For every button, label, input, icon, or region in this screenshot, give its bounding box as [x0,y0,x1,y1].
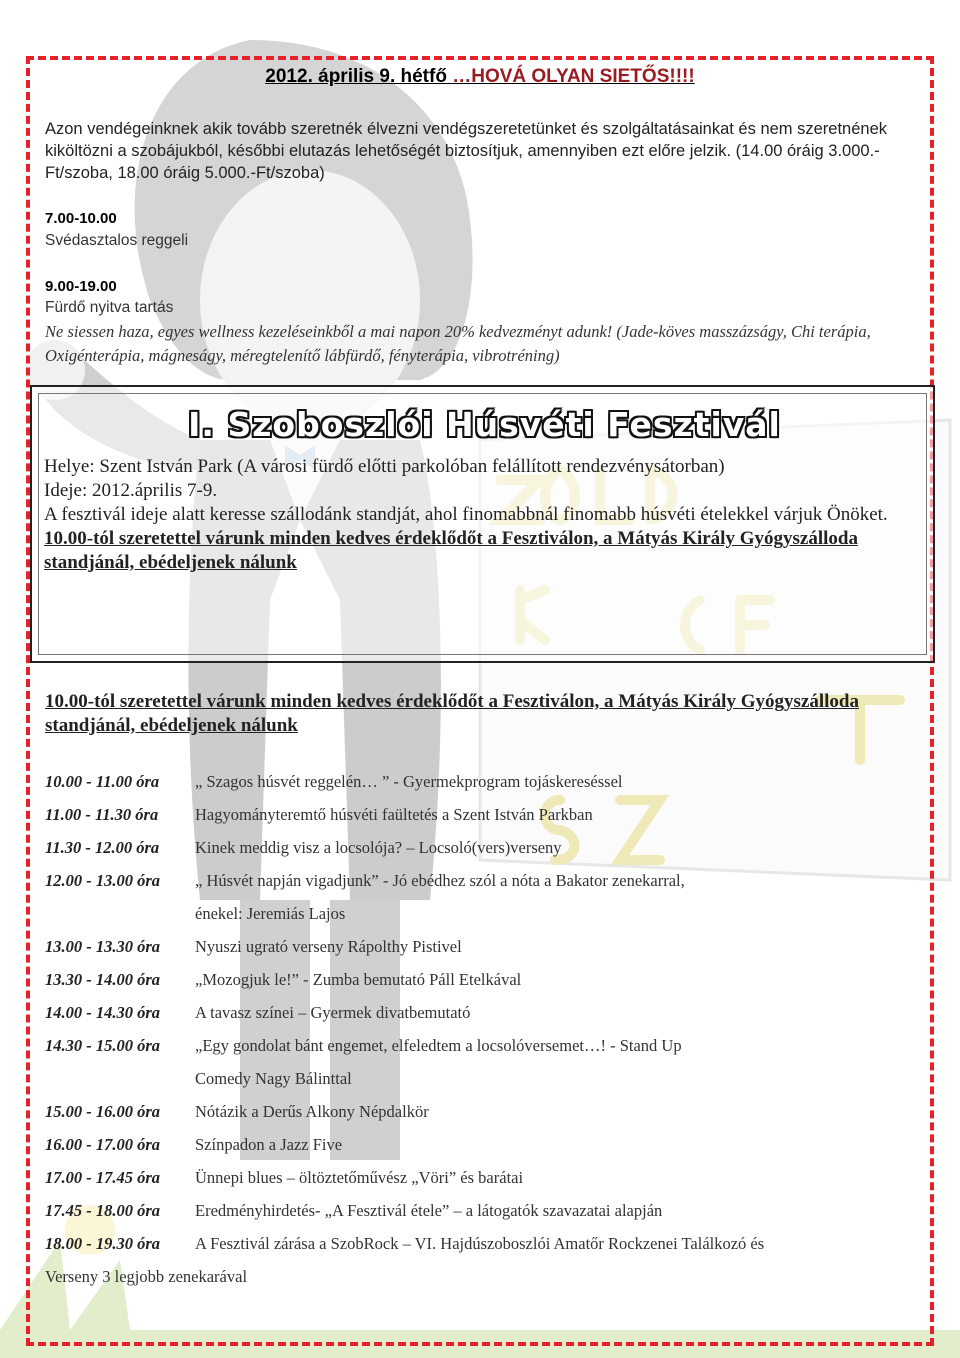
schedule-time: 16.00 - 17.00 óra [45,1135,161,1154]
schedule-event: Nótázik a Derűs Alkony Népdalkör [195,1102,429,1121]
schedule-event: „Mozogjuk le!” - Zumba bemutató Páll Etelkával [195,970,522,989]
schedule-row [45,1036,682,1056]
schedule-event: „ Szagos húsvét reggelén… ” - Gyermekprogram tojáskereséssel [195,772,623,791]
festival-details [44,455,924,575]
schedule-event: Ünnepi blues – öltöztetőművész „Vöri” és barátai [195,1168,524,1187]
festival-invitation: 10.00-tól szeretettel várunk minden kedves érdeklődőt a Fesztiválon, a Mátyás Király Gyógyszálloda standjánál, ebédeljenek nálunk [44,528,858,573]
schedule-row [45,937,462,957]
schedule-event: A tavasz színei – Gyermek divatbemutató [195,1003,471,1022]
schedule-event: Nyuszi ugrató verseny Rápolthy Pistivel [195,937,462,956]
schedule-row [45,1069,352,1089]
schedule-row [45,1267,247,1287]
schedule-time: 17.00 - 17.45 óra [45,1168,161,1187]
schedule-row [45,1102,429,1122]
schedule-time: 17.45 - 18.00 óra [45,1201,161,1220]
festival-place: Helye: Szent István Park (A városi fürdő előtti parkolóban felállított rendezvénysátorban) [44,456,725,477]
spa-time: 9.00-19.00 [45,278,117,295]
breakfast-time: 7.00-10.00 [45,210,117,227]
schedule-row [45,1234,764,1254]
schedule-event: „ Húsvét napján vigadjunk” - Jó ebédhez szól a nóta a Bakator zenekarral, [195,871,685,890]
festival-box [30,385,935,663]
schedule-event: Comedy Nagy Bálinttal [195,1069,352,1088]
schedule-row [45,871,685,891]
invitation-repeat: 10.00-tól szeretettel várunk minden kedves érdeklődőt a Fesztiválon, a Mátyás Király Gyógyszálloda standjánál, ebédeljenek nálunk [45,691,859,736]
schedule-row [45,1003,470,1023]
schedule-event: énekel: Jeremiás Lajos [195,904,346,923]
breakfast-label: Svédasztalos reggeli [45,232,189,249]
schedule-event: Hagyományteremtő húsvéti faültetés a Szent István Parkban [195,805,593,824]
late-checkout-notice: Azon vendégeinknek akik tovább szeretnék élvezni vendégszeretetünket és szolgáltatásainkat és nem szeretnének kiköltözni a szobájukból, későbbi elutazás lehetőségét biztosítjuk, amennyiben ezt előre jelzik. (14.00 óráig 3.000.-Ft/szoba, 18.00 óráig 5.000.-Ft/szoba) [45,120,888,182]
festival-description: A fesztivál ideje alatt keresse szállodánk standját, ahol finomabbnál finomabb húsvéti ételekkel várjuk Önöket. [44,504,888,525]
schedule-time: 11.00 - 11.30 óra [45,805,159,824]
schedule-row [45,805,593,825]
schedule-row [45,1135,342,1155]
schedule-row [45,904,345,924]
schedule-event: Eredményhirdetés- „A Fesztivál étele” – a látogatók szavazatai alapján [195,1201,663,1220]
schedule-time: 13.30 - 14.00 óra [45,970,161,989]
schedule-time: 14.30 - 15.00 óra [45,1036,161,1055]
schedule-row [45,838,562,858]
schedule-event: Verseny 3 legjobb zenekarával [45,1267,248,1286]
schedule-time: 18.00 - 19.30 óra [45,1234,161,1253]
schedule-time: 15.00 - 16.00 óra [45,1102,161,1121]
title-slogan: …HOVÁ OLYAN SIETŐS!!!! [452,66,695,87]
schedule-row [45,970,521,990]
festival-title: I. Szoboszlói Húsvéti Fesztivál [188,405,781,444]
schedule-time: 10.00 - 11.00 óra [45,772,160,791]
schedule-event: A Fesztivál zárása a SzobRock – VI. Hajdúszoboszlói Amatőr Rockzenei Találkozó és [195,1234,765,1253]
schedule-row [45,1168,523,1188]
festival-date: Ideje: 2012.április 7-9. [44,480,218,501]
spa-label: Fürdő nyitva tartás [45,299,174,316]
title-date: 2012. április 9. hétfő [265,66,447,87]
schedule-time: 12.00 - 13.00 óra [45,871,161,890]
schedule-event: „Egy gondolat bánt engemet, elfeledtem a locsolóversemet…! - Stand Up [195,1036,682,1055]
schedule-row [45,1201,662,1221]
schedule-time: 11.30 - 12.00 óra [45,838,160,857]
spa-discount-note: Ne siessen haza, egyes wellness kezeléseinkből a mai napon 20% kedvezményt adunk! (Jade-köves masszázságy, Chi terápia, Oxigénterápia, mágneságy, méregtelenítő lábfürdő, fényterápia, vibrotréning) [45,322,871,365]
schedule-event: Színpadon a Jazz Five [195,1135,343,1154]
schedule-row [45,772,622,792]
schedule-time: 13.00 - 13.30 óra [45,937,161,956]
page-title [0,66,960,88]
schedule-time: 14.00 - 14.30 óra [45,1003,161,1022]
schedule-event: Kinek meddig visz a locsolója? – Locsoló(vers)verseny [195,838,562,857]
